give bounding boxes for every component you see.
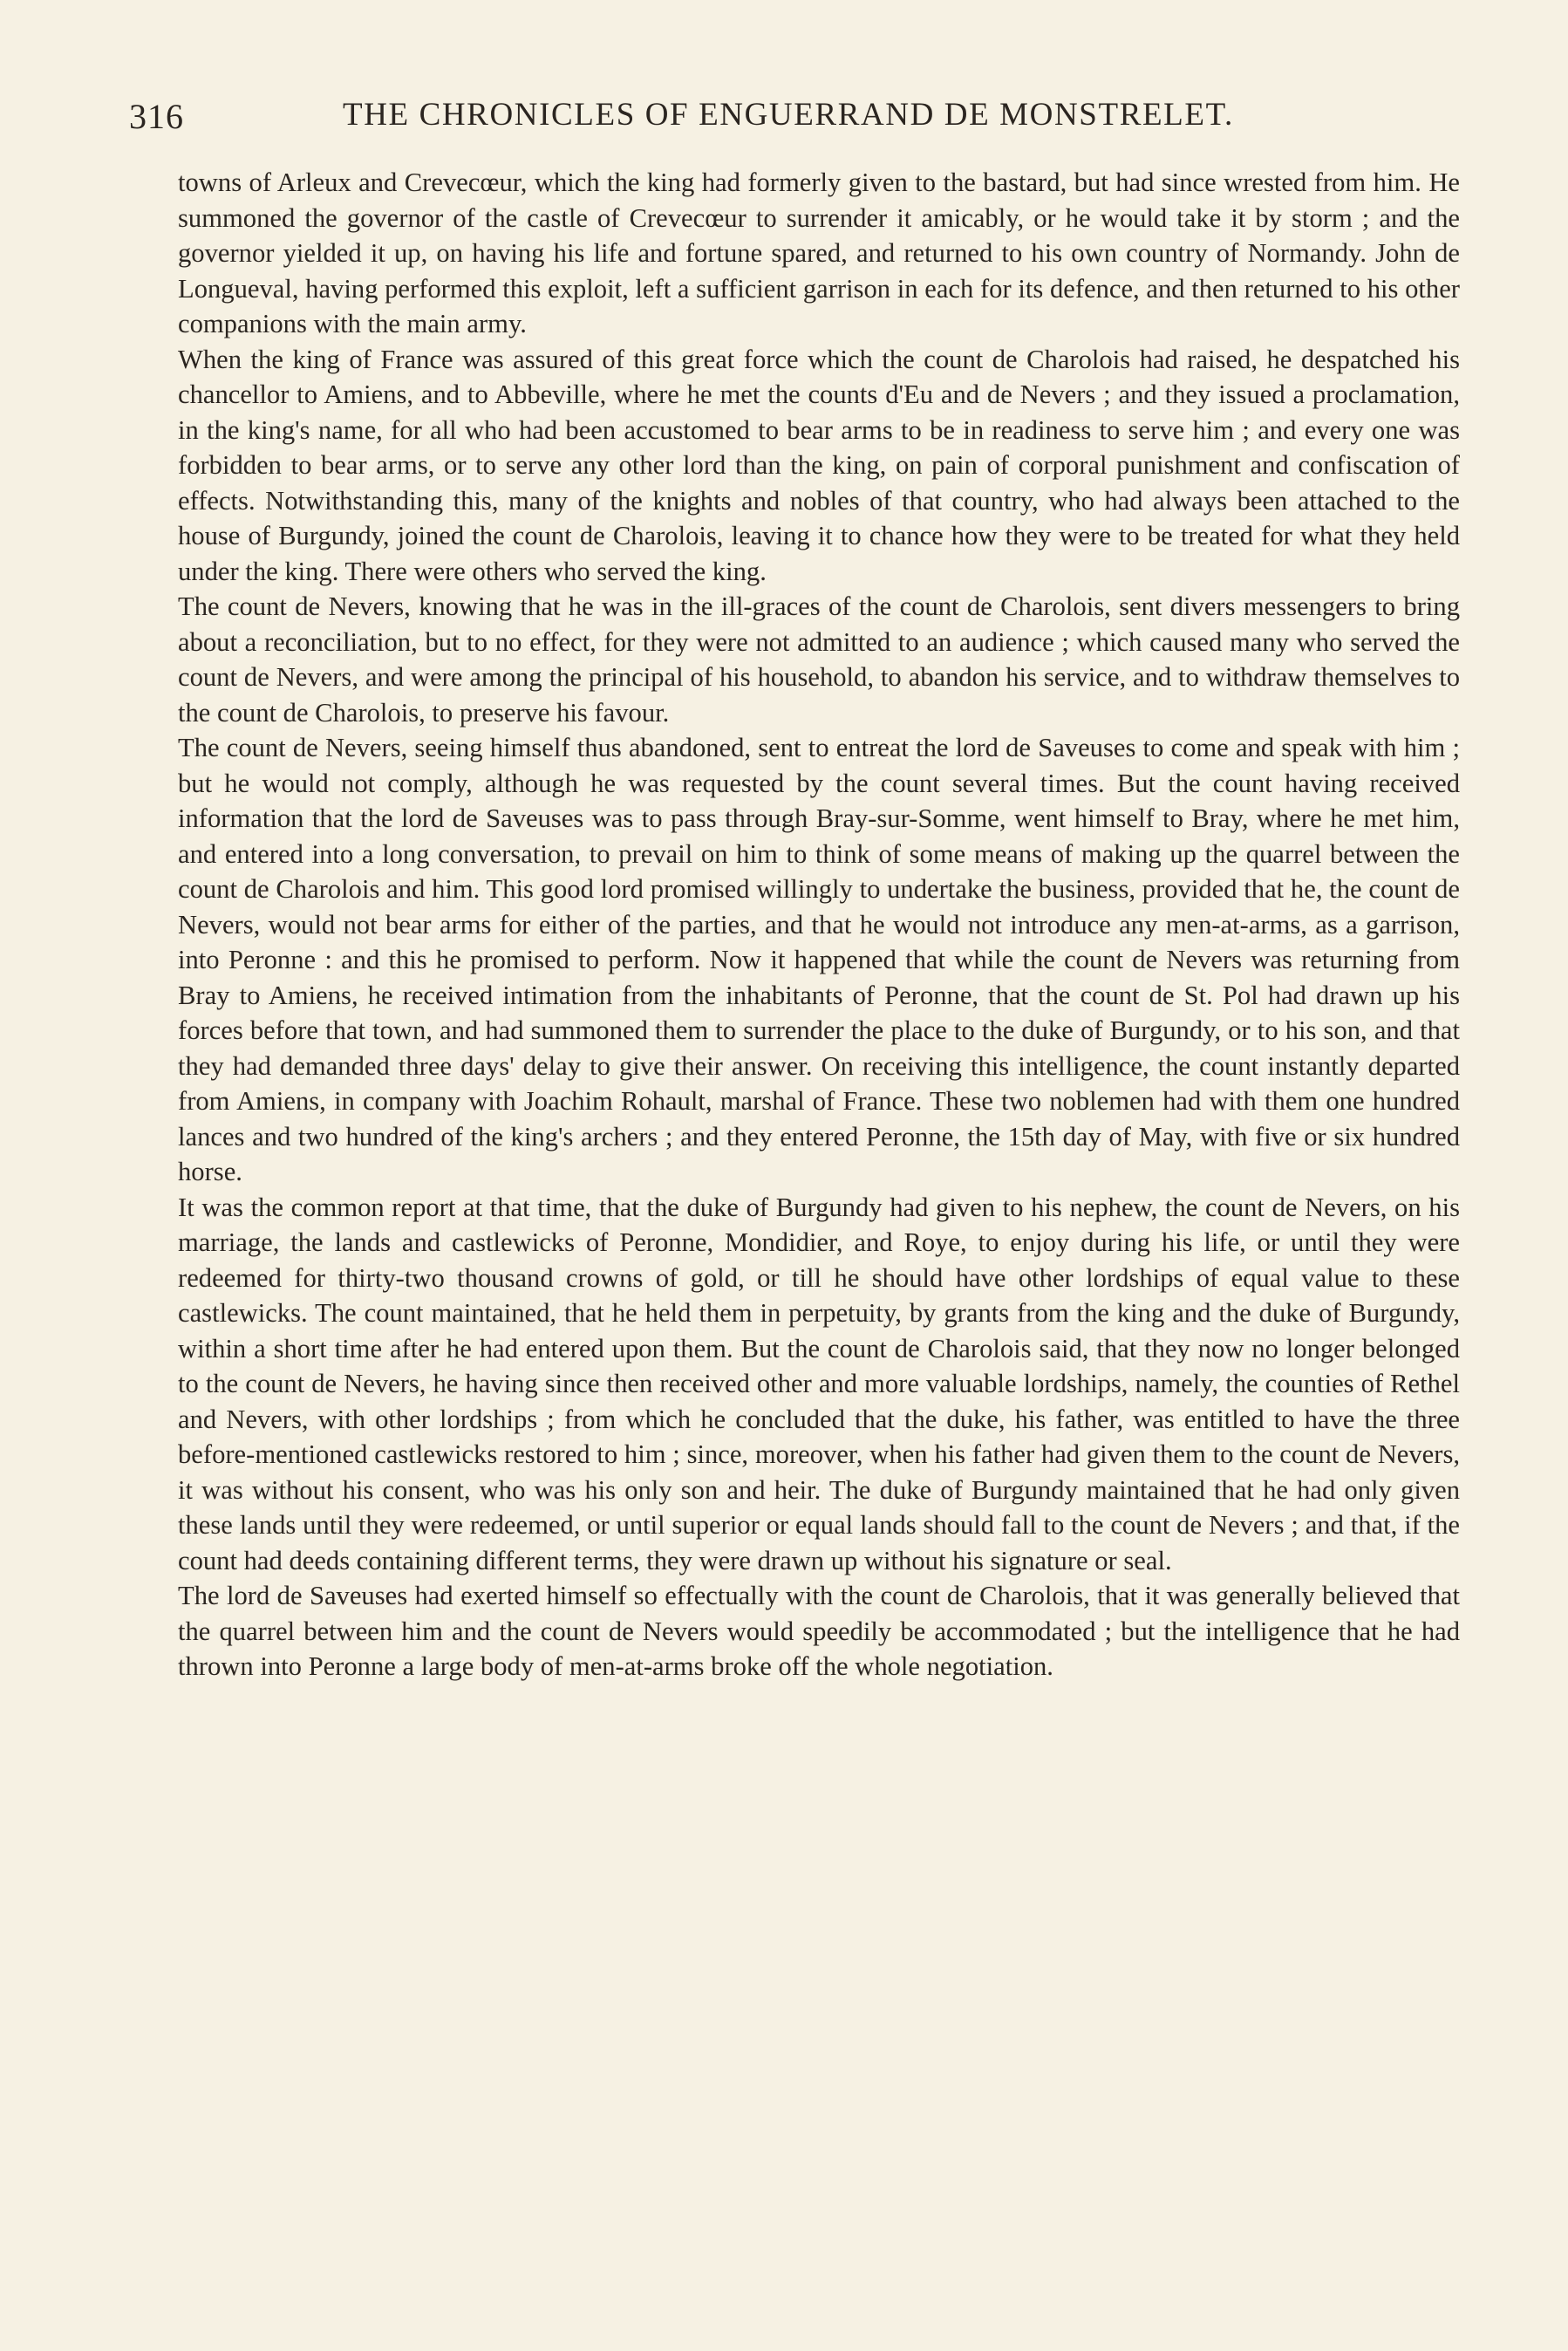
running-head: THE CHRONICLES OF ENGUERRAND DE MONSTRELET. xyxy=(343,97,1234,133)
paragraph: When the king of France was assured of this great force which the count de Charolois had raised, he despatched his chancellor to Amiens, and to Abbeville, where he met the counts d'Eu and de Nevers ; and they issued a proclamation, in the king's name, for all who had been accustomed to bear arms to be in readiness to serve him ; and every one was forbidden to bear arms, or to serve any other lord than the king, on pain of corporal punishment and confiscation of effects. Notwithstanding this, many of the knights and nobles of that country, who had always been attached to the house of Burgundy, joined the count de Charolois, leaving it to chance how they were to be treated for what they held under the king. There were others who served the king. xyxy=(178,344,1460,586)
body-text xyxy=(178,165,1460,1685)
paragraph: The count de Nevers, seeing himself thus abandoned, sent to entreat the lord de Saveuses to come and speak with him ; but he would not comply, although he was requested by the count several times. But the count having received information that the lord de Saveuses was to pass through Bray-sur-Somme, went himself to Bray, where he met him, and entered into a long conversation, to prevail on him to think of some means of making up the quarrel between the count de Charolois and him. This good lord promised willingly to undertake the business, provided that he, the count de Nevers, would not bear arms for either of the parties, and that he would not introduce any men-at-arms, as a garrison, into Peronne : and this he promised to perform. Now it happened that while the count de Nevers was returning from Bray to Amiens, he received intimation from the inhabitants of Peronne, that the count de St. Pol had drawn up his forces before that town, and had summoned them to surrender the place to the duke of Burgundy, or to his son, and that they had demanded three days' delay to give their answer. On receiving this intelligence, the count instantly departed from Amiens, in company with Joachim Rohault, marshal of France. These two noblemen had with them one hundred lances and two hundred of the king's archers ; and they entered Peronne, the 15th day of May, with five or six hundred horse. xyxy=(178,733,1460,1186)
paragraph: The count de Nevers, knowing that he was in the ill-graces of the count de Charolois, sent divers messengers to bring about a reconciliation, but to no effect, for they were not admitted to an audience ; which caused many who served the count de Nevers, and were among the principal of his household, to abandon his service, and to withdraw themselves to the count de Charolois, to preserve his favour. xyxy=(178,591,1460,728)
paragraph: towns of Arleux and Crevecœur, which the king had formerly given to the bastard, but had since wrested from him. He summoned the governor of the castle of Crevecœur to surrender it amicably, or he would take it by storm ; and the governor yielded it up, on having his life and fortune spared, and returned to his own country of Normandy. John de Longueval, having performed this exploit, left a sufficient garrison in each for its defence, and then returned to his other companions with the main army. xyxy=(178,167,1460,338)
page-header xyxy=(129,96,1461,148)
page-number: 316 xyxy=(129,97,184,136)
paragraph: The lord de Saveuses had exerted himself so effectually with the count de Charolois, that it was generally believed that the quarrel between him and the count de Nevers would speedily be accommodated ; but the intelligence that he had thrown into Peronne a large body of men-at-arms broke off the whole negotiation. xyxy=(178,1581,1460,1681)
paragraph: It was the common report at that time, that the duke of Burgundy had given to his nephew, the count de Nevers, on his marriage, the lands and castlewicks of Peronne, Mondidier, and Roye, to enjoy during his life, or until they were redeemed for thirty-two thousand crowns of gold, or till he should have other lordships of equal value to these castlewicks. The count maintained, that he held them in perpetuity, by grants from the king and the duke of Burgundy, within a short time after he had entered upon them. But the count de Charolois said, that they now no longer belonged to the count de Nevers, he having since then received other and more valuable lordships, namely, the counties of Rethel and Nevers, with other lordships ; from which he concluded that the duke, his father, was entitled to have the three before-mentioned castlewicks restored to him ; since, moreover, when his father had given them to the count de Nevers, it was without his consent, who was his only son and heir. The duke of Burgundy maintained that he had only given these lands until they were redeemed, or until superior or equal lands should fall to the count de Nevers ; and that, if the count had deeds containing different terms, they were drawn up without his signature or seal. xyxy=(178,1192,1460,1575)
